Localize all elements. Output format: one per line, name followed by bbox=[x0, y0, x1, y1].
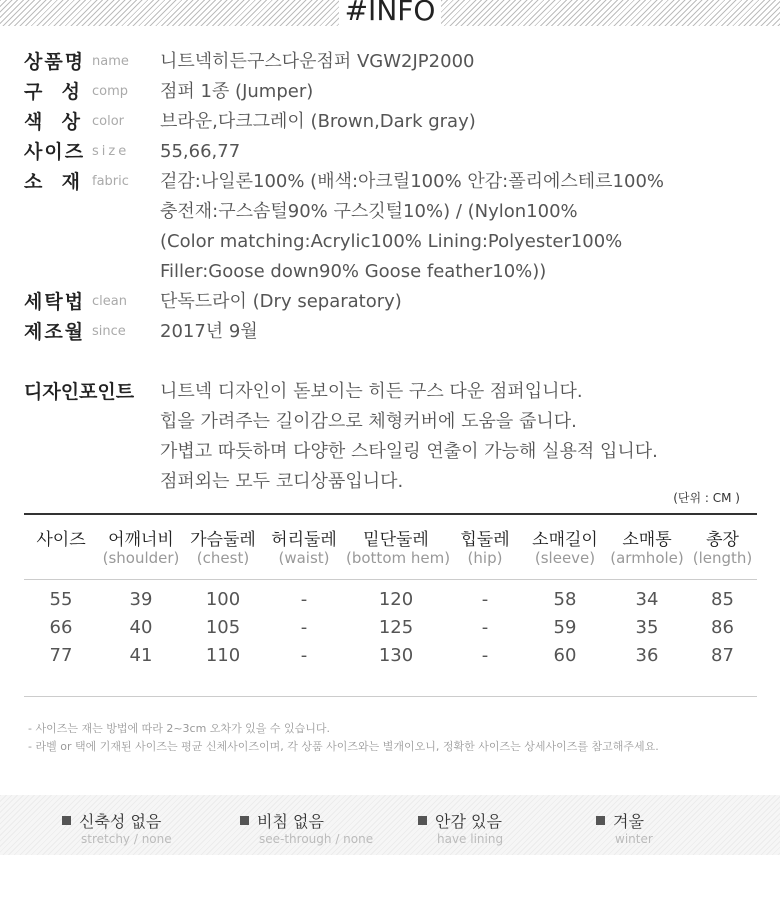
note-line: - 라벨 or 택에 기재된 사이즈는 평균 신체사이즈이며, 각 상품 사이즈와는 별개이오니, 정확한 사이즈는 상세사이즈를 참고해주세요. bbox=[28, 740, 659, 753]
column-header bbox=[98, 515, 184, 571]
info-value: 2017년 9월 bbox=[160, 321, 258, 342]
column-header bbox=[346, 515, 451, 571]
table-cell: 36 bbox=[635, 645, 659, 666]
info-value: 니트넥히든구스다운점퍼 VGW2JP2000 bbox=[160, 51, 475, 72]
table-cell: 100 bbox=[205, 589, 241, 610]
feature-label-en: see-through / none bbox=[259, 832, 374, 846]
info-title: #INFO bbox=[339, 0, 442, 28]
column-header-label: 밑단둘레 bbox=[363, 530, 429, 550]
unit-label: (단위 : CM ) bbox=[673, 491, 740, 505]
table-cell: - bbox=[300, 589, 308, 610]
info-label: 제조월 bbox=[24, 321, 86, 343]
table-cell: - bbox=[300, 617, 308, 638]
size-table-header bbox=[24, 515, 757, 580]
column-header bbox=[24, 515, 98, 571]
column-header-label: 힙둘레 bbox=[460, 530, 510, 550]
info-row-color bbox=[24, 108, 740, 138]
feature-label-en: winter bbox=[615, 832, 653, 846]
column-header bbox=[184, 515, 262, 571]
feature-label: 겨울 bbox=[613, 812, 644, 831]
table-cell: 87 bbox=[711, 645, 734, 666]
table-row bbox=[24, 614, 757, 642]
info-value: 브라운,다크그레이 (Brown,Dark gray) bbox=[160, 111, 476, 132]
info-row-comp bbox=[24, 78, 740, 108]
column-header bbox=[524, 515, 606, 571]
table-cell: 59 bbox=[553, 617, 577, 638]
table-cell: 55 bbox=[49, 589, 73, 610]
table-cell: 77 bbox=[49, 645, 73, 666]
feature-label: 신축성 없음 bbox=[79, 812, 162, 831]
square-bullet-icon bbox=[596, 816, 605, 825]
design-point-label: 디자인포인트 bbox=[24, 381, 135, 403]
column-header-label-en bbox=[24, 549, 98, 571]
info-value: 단독드라이 (Dry separatory) bbox=[160, 291, 402, 312]
feature-label-en: stretchy / none bbox=[81, 832, 172, 846]
table-cell: - bbox=[481, 645, 489, 666]
table-cell: 41 bbox=[129, 645, 153, 666]
column-header-label: 소매길이 bbox=[532, 530, 598, 550]
column-header bbox=[262, 515, 346, 571]
info-row-fabric bbox=[24, 168, 740, 288]
table-cell: 110 bbox=[205, 645, 241, 666]
table-cell: - bbox=[481, 617, 489, 638]
table-cell: 34 bbox=[635, 589, 659, 610]
column-header-label: 가슴둘레 bbox=[190, 530, 256, 550]
size-table-body bbox=[24, 580, 757, 697]
design-point-text: 니트넥 디자인이 돋보이는 히든 구스 다운 점퍼입니다. 힙을 가려주는 길이감으로 체형커버에 도움을 줍니다. 가볍고 따듯하며 다양한 스타일링 연출이 가능해 실용적 입니다. 점퍼외는 모두 코디상품입니다. bbox=[160, 381, 658, 492]
table-cell: 58 bbox=[553, 589, 577, 610]
column-header-label-en: (hip) bbox=[467, 549, 503, 567]
info-row-since bbox=[24, 318, 740, 348]
product-info bbox=[24, 48, 740, 348]
info-label: 소 재 bbox=[24, 171, 82, 193]
design-point bbox=[24, 378, 658, 498]
table-cell: 105 bbox=[205, 617, 241, 638]
feature-label-en: have lining bbox=[437, 832, 504, 846]
info-label: 세탁법 bbox=[24, 291, 86, 313]
square-bullet-icon bbox=[240, 816, 249, 825]
column-header-label-en: (sleeve) bbox=[534, 549, 596, 567]
note-line: - 사이즈는 재는 방법에 따라 2~3cm 오차가 있을 수 있습니다. bbox=[28, 722, 331, 735]
feature-label: 안감 있음 bbox=[435, 812, 502, 831]
table-cell: - bbox=[481, 589, 489, 610]
features-band bbox=[0, 795, 780, 855]
table-cell: 60 bbox=[553, 645, 577, 666]
size-table bbox=[24, 513, 757, 697]
table-cell: 85 bbox=[711, 589, 734, 610]
info-label-en: size bbox=[92, 144, 130, 159]
table-cell: 39 bbox=[129, 589, 153, 610]
table-cell: 66 bbox=[49, 617, 73, 638]
info-label: 색 상 bbox=[24, 111, 82, 133]
table-cell: 120 bbox=[378, 589, 414, 610]
column-header-label: 총장 bbox=[706, 530, 739, 550]
column-header-label-en: (bottom hem) bbox=[346, 549, 451, 567]
column-header-label-en: (armhole) bbox=[610, 549, 684, 567]
info-label-en: comp bbox=[92, 84, 129, 99]
info-value: 점퍼 1종 (Jumper) bbox=[160, 81, 314, 102]
table-row bbox=[24, 586, 757, 614]
feature-label: 비침 없음 bbox=[257, 812, 324, 831]
table-cell: 130 bbox=[378, 645, 414, 666]
feature-lining bbox=[418, 809, 503, 846]
info-value: 겉감:나일론100% (배색:아크릴100% 안감:폴리에스테르100% 충전재:구스솜털90% 구스깃털10%) / (Nylon100% (Color matching:Acrylic100% Lining:Polyester100% Filler:Goose down90% Goose feather10%)) bbox=[160, 171, 665, 282]
column-header-label-en: (length) bbox=[692, 549, 753, 567]
info-label: 구 성 bbox=[24, 81, 82, 103]
square-bullet-icon bbox=[62, 816, 71, 825]
info-label: 상품명 bbox=[24, 51, 86, 73]
table-cell: 86 bbox=[711, 617, 734, 638]
table-cell: - bbox=[300, 645, 308, 666]
column-header bbox=[688, 515, 757, 571]
info-row-clean bbox=[24, 288, 740, 318]
feature-season bbox=[596, 809, 653, 846]
info-row-name bbox=[24, 48, 740, 78]
table-cell: 40 bbox=[129, 617, 153, 638]
feature-seethrough bbox=[240, 809, 373, 846]
size-notes bbox=[28, 720, 659, 756]
info-label-en: fabric bbox=[92, 174, 129, 189]
info-label-en: clean bbox=[92, 294, 127, 309]
column-header-label: 사이즈 bbox=[36, 530, 86, 550]
table-cell: 35 bbox=[635, 617, 659, 638]
column-header bbox=[446, 515, 524, 571]
info-label: 사이즈 bbox=[24, 141, 86, 163]
column-header-label: 소매통 bbox=[622, 530, 672, 550]
column-header-label: 어깨너비 bbox=[108, 530, 174, 550]
info-label-en: color bbox=[92, 114, 125, 129]
header-band bbox=[0, 0, 780, 26]
column-header-label-en: (chest) bbox=[196, 549, 250, 567]
info-row-size bbox=[24, 138, 740, 168]
feature-stretch bbox=[62, 809, 172, 846]
table-cell: 125 bbox=[378, 617, 414, 638]
column-header bbox=[606, 515, 688, 571]
table-row bbox=[24, 642, 757, 670]
info-label-en: since bbox=[92, 324, 126, 339]
info-value: 55,66,77 bbox=[160, 141, 241, 162]
column-header-label-en: (waist) bbox=[278, 549, 330, 567]
square-bullet-icon bbox=[418, 816, 427, 825]
column-header-label: 허리둘레 bbox=[271, 530, 337, 550]
info-label-en: name bbox=[92, 54, 129, 69]
column-header-label-en: (shoulder) bbox=[102, 549, 180, 567]
